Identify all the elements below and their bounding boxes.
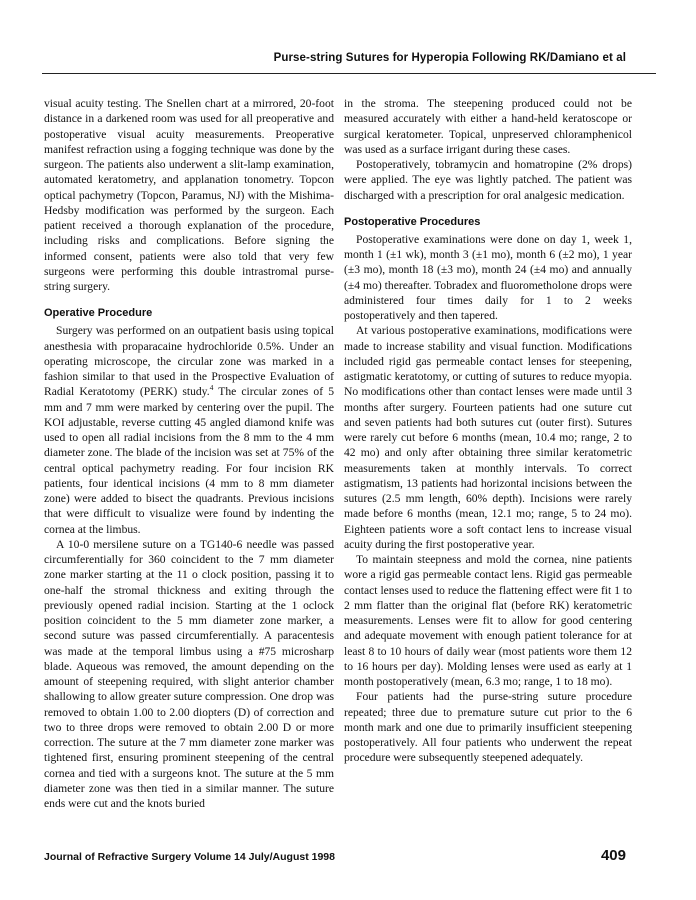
paragraph: Postoperative examinations were done on day 1, week 1, month 1 (±1 wk), month 3 (±1 mo), month 6 (±2 mo), 1 year (±3 mo), month 18 (±3 mo), month 24 (±4 mo) and annually (±4 mo) thereafter. Tobradex and fluorometholone drops were administered four times daily for 1 to 2 weeks postoperatively and then tapered. [344, 232, 632, 322]
paragraph: in the stroma. The steepening produced could not be measured accurately with either a hand-held keratoscope or surgical keratometer. Topical, unpreserved chloramphenicol was used as a surface irrigant during these cases. [344, 97, 632, 156]
paragraph: Postoperatively, tobramycin and homatropine (2% drops) were applied. The eye was lightly patched. The patient was discharged with a prescription for oral analgesic medication. [344, 158, 632, 202]
footer-journal-citation: Journal of Refractive Surgery Volume 14 July/August 1998 [44, 851, 335, 863]
paragraph: To maintain steepness and mold the cornea, nine patients wore a rigid gas permeable contact lens. Rigid gas permeable contact lenses used to reduce the flattening effect were fit 1 to 2 mm flatter than the original flat (before RK) keratometric measurements. Lenses were fit to allow for good centering and adequate movement with enough patient tolerance for at least 8 to 10 hours of daily wear (most patients wore them 12 to 16 hours per day). Molding lenses were used as early at 1 month postoperatively (mean, 6.3 mo; range, 1 to 18 mo). [344, 553, 632, 688]
section-heading-operative: Operative Procedure [44, 307, 153, 320]
left-column [44, 96, 334, 811]
running-title: Purse-string Sutures for Hyperopia Following RK/Damiano et al [273, 52, 626, 64]
header-rule [42, 73, 656, 74]
paragraph-text: The circular zones of 5 mm and 7 mm were marked by centering over the pupil. The KOI adjustable, reverse cutting 45 angled diamond knife was used to open all radial incisions from the 8 mm to the 4 mm diameter zone. The blade of the incision was set at 75% of the central optical pachymetry reading. For four incision RK patients, four identical incisions (4 mm to 8 mm diameter zone) were added to bisect the quadrants. Previous incisions that were difficult to visualize were found by indenting the cornea at the limbus. [44, 385, 334, 536]
page-number: 409 [600, 847, 626, 864]
paragraph: A 10-0 mersilene suture on a TG140-6 needle was passed circumferentially for 360 coincident to the 7 mm diameter zone marker starting at the 11 o clock position, passing it to one-half the stromal thickness and exiting through the previously opened radial incision. Starting at the 1 oclock position coincident to the 5 mm diameter zone marker, a second suture was passed circumferentially. A paracentesis was made at the temporal limbus using a #75 microsharp blade. Aqueous was removed, the amount depending on the amount of steepening required, with slight anterior chamber shallowing to allow greater suture compression. One drop was removed to obtain 1.00 to 2.00 diopters (D) of correction and two to three drops were removed to obtain 2.00 D or more correction. The suture at the 7 mm diameter zone marker was tightened first, ensuring prominent steepening of the central cornea and tied with a surgeons knot. The suture at the 5 mm diameter zone was then tied in a similar manner. The suture ends were cut and the knots buried [44, 537, 334, 810]
paragraph-text: Surgery was performed on an outpatient basis using topical anesthesia with proparacaine hydrochloride 0.5%. Under an operating microscope, the circular zone was marked in a fashion similar to that used in the Prospective Evaluation of Radial Keratotomy (PERK) study. [44, 324, 334, 399]
reference-superscript: 4 [209, 383, 214, 393]
paragraph: visual acuity testing. The Snellen chart at a mirrored, 20-foot distance in a darkened room was used for all preoperative and postoperative visual acuity measurements. Preoperative manifest refraction using a fogging technique was done by the surgeon. The patients also underwent a slit-lamp examination, automated keratometry, and applanation tonometry. Topcon optical pachymetry (Topcon, Paramus, NJ) with the Mishima-Hedsby modification was performed by the surgeon. Each patient received a thorough explanation of the procedure, including risks and complications. Before signing the informed consent, patients were also told that very few surgeons were performing this double intrastromal purse-string surgery. [44, 97, 334, 293]
right-column [344, 96, 632, 766]
paragraph: At various postoperative examinations, modifications were made to increase stability and visual function. Modifications included rigid gas permeable contact lenses for steepening, astigmatic keratotomy, or cutting of sutures to reduce myopia. No modifications other than contact lenses were made until 3 months after surgery. Fourteen patients had one suture cut and seven patients had both sutures cut (outer first). Sutures were rarely cut before 6 months (mean, 10.4 mo; range, 2 to 42 mo) and only after obtaining three similar keratometric measurements taken at monthly intervals. To correct astigmatism, 13 patients had horizontal incisions between the sutures (2.5 mm length, 60% depth). Incisions were rarely made before 6 months (mean, 12.1 mo; range, 5 to 24 mo). Eighteen patients wore a soft contact lens to increase visual acuity during the first postoperative year. [344, 324, 632, 551]
paragraph [44, 323, 334, 537]
section-heading-postoperative: Postoperative Procedures [344, 215, 481, 228]
paragraph: Four patients had the purse-string suture procedure repeated; three due to premature suture cut prior to the 6 month mark and one due to primarily insufficient steepening postoperatively. All four patients who underwent the repeat procedure were subsequently steepened adequately. [344, 690, 632, 765]
